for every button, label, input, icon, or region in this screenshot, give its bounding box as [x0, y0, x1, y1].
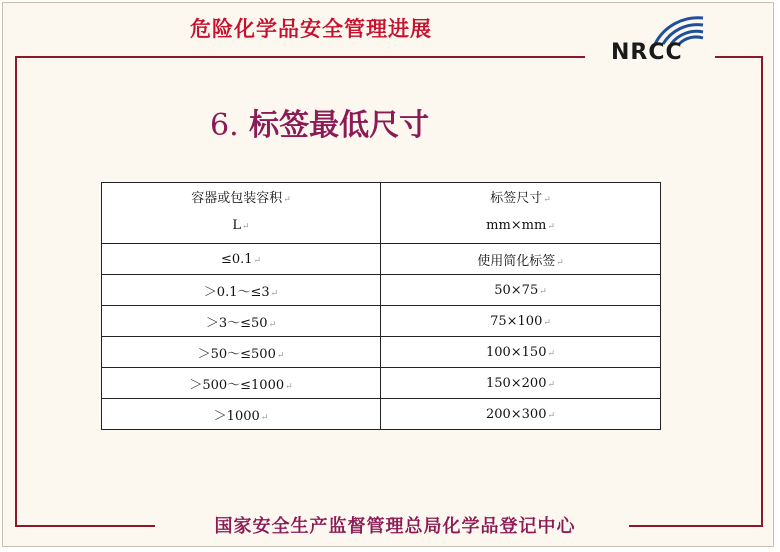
- frame-right-line: [761, 56, 763, 526]
- table-row: [102, 399, 661, 430]
- label-size-table: [101, 182, 661, 430]
- frame-bottom-line-right: [629, 525, 763, 527]
- frame-bottom-line-left: [15, 525, 155, 527]
- table-row: [102, 368, 661, 399]
- table-row: [102, 275, 661, 306]
- frame-top-line: [15, 56, 585, 58]
- header-size-label: 标签尺寸: [490, 191, 543, 206]
- size-cell: 150×200↵: [381, 368, 661, 399]
- size-cell: 75×100↵: [381, 306, 661, 337]
- header-cell-volume: 容器或包装容积↵ L↵: [102, 183, 381, 244]
- table-row: [102, 306, 661, 337]
- header-volume-label: 容器或包装容积: [191, 191, 283, 206]
- volume-cell: ≤0.1↵: [102, 244, 381, 275]
- table-header-row: [102, 183, 661, 244]
- section-title-text: 标签最低尺寸: [249, 108, 430, 143]
- logo-text: NRCC: [611, 40, 683, 65]
- size-cell: 100×150↵: [381, 337, 661, 368]
- section-title: [210, 100, 429, 144]
- header-volume-unit: L: [232, 218, 242, 233]
- header-cell-size: 标签尺寸↵ mm×mm↵: [381, 183, 661, 244]
- header-size-unit: mm×mm: [486, 218, 547, 233]
- size-cell: 50×75↵: [381, 275, 661, 306]
- frame-top-line-right: [715, 56, 763, 58]
- header-title: 危险化学品安全管理进展: [190, 17, 432, 41]
- table-row: [102, 337, 661, 368]
- table-row: [102, 244, 661, 275]
- section-number: 6.: [210, 108, 239, 143]
- volume-cell: ＞1000↵: [102, 399, 381, 430]
- volume-cell: ＞0.1～≤3↵: [102, 275, 381, 306]
- volume-cell: ＞50～≤500↵: [102, 337, 381, 368]
- frame-left-line: [15, 56, 17, 526]
- size-cell: 使用简化标签↵: [381, 244, 661, 275]
- volume-cell: ＞500～≤1000↵: [102, 368, 381, 399]
- size-cell: 200×300↵: [381, 399, 661, 430]
- footer-organization: 国家安全生产监督管理总局化学品登记中心: [214, 516, 576, 537]
- volume-cell: ＞3～≤50↵: [102, 306, 381, 337]
